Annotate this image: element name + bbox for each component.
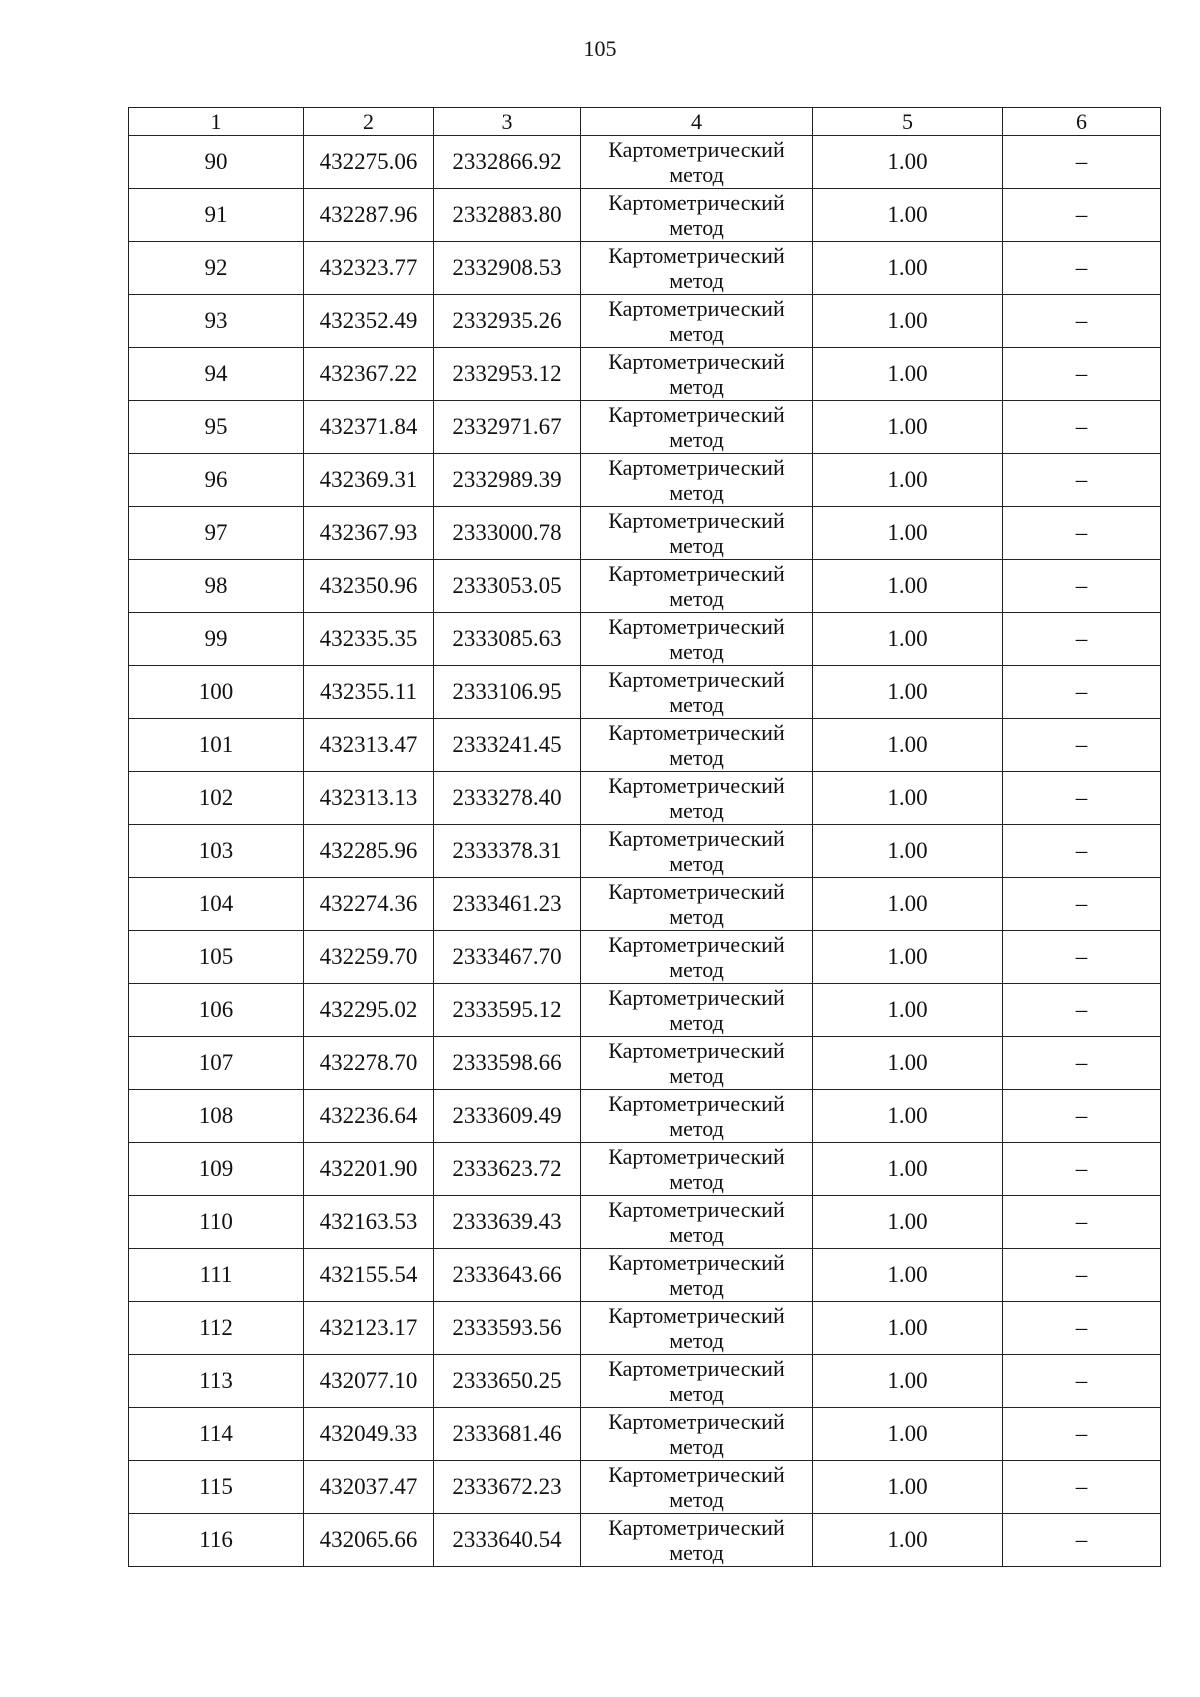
method-line-1: Картометрический [608,1409,785,1434]
table-row [129,136,1161,189]
method-line-1: Картометрический [608,1250,785,1275]
note-cell: – [1003,613,1161,666]
point-number-cell: 98 [129,560,304,613]
method-cell [581,348,813,401]
method-line-2: метод [669,957,724,982]
table-row [129,719,1161,772]
column-header-1: 1 [129,108,304,136]
y-coordinate-cell: 2332989.39 [434,454,581,507]
method-cell [581,401,813,454]
method-cell [581,1143,813,1196]
table-row [129,560,1161,613]
method-line-2: метод [669,639,724,664]
accuracy-cell: 1.00 [813,401,1003,454]
method-line-2: метод [669,1010,724,1035]
note-cell: – [1003,825,1161,878]
note-cell: – [1003,560,1161,613]
accuracy-cell: 1.00 [813,1461,1003,1514]
table-row [129,1196,1161,1249]
column-header-3: 3 [434,108,581,136]
coordinates-table-container [128,107,1160,1567]
x-coordinate-cell: 432285.96 [304,825,434,878]
table-row [129,825,1161,878]
method-line-1: Картометрический [608,508,785,533]
point-number-cell: 102 [129,772,304,825]
y-coordinate-cell: 2333106.95 [434,666,581,719]
x-coordinate-cell: 432287.96 [304,189,434,242]
point-number-cell: 94 [129,348,304,401]
method-line-2: метод [669,904,724,929]
y-coordinate-cell: 2332935.26 [434,295,581,348]
method-line-1: Картометрический [608,667,785,692]
table-row [129,666,1161,719]
table-row [129,401,1161,454]
accuracy-cell: 1.00 [813,1249,1003,1302]
accuracy-cell: 1.00 [813,454,1003,507]
method-line-2: метод [669,1222,724,1247]
accuracy-cell: 1.00 [813,1037,1003,1090]
table-row [129,242,1161,295]
x-coordinate-cell: 432065.66 [304,1514,434,1567]
header-row [129,108,1161,136]
x-coordinate-cell: 432236.64 [304,1090,434,1143]
method-line-2: метод [669,745,724,770]
method-line-1: Картометрический [608,1144,785,1169]
method-line-2: метод [669,533,724,558]
method-cell [581,878,813,931]
y-coordinate-cell: 2332883.80 [434,189,581,242]
point-number-cell: 112 [129,1302,304,1355]
method-line-1: Картометрический [608,1515,785,1540]
accuracy-cell: 1.00 [813,1514,1003,1567]
note-cell: – [1003,1514,1161,1567]
table-row [129,878,1161,931]
y-coordinate-cell: 2333278.40 [434,772,581,825]
note-cell: – [1003,719,1161,772]
y-coordinate-cell: 2333640.54 [434,1514,581,1567]
x-coordinate-cell: 432201.90 [304,1143,434,1196]
method-line-2: метод [669,321,724,346]
x-coordinate-cell: 432313.47 [304,719,434,772]
method-line-1: Картометрический [608,243,785,268]
method-cell [581,719,813,772]
x-coordinate-cell: 432371.84 [304,401,434,454]
point-number-cell: 91 [129,189,304,242]
method-cell [581,1302,813,1355]
x-coordinate-cell: 432163.53 [304,1196,434,1249]
method-line-1: Картометрический [608,826,785,851]
column-header-5: 5 [813,108,1003,136]
table-row [129,984,1161,1037]
accuracy-cell: 1.00 [813,189,1003,242]
y-coordinate-cell: 2333241.45 [434,719,581,772]
point-number-cell: 99 [129,613,304,666]
method-cell [581,136,813,189]
point-number-cell: 109 [129,1143,304,1196]
point-number-cell: 103 [129,825,304,878]
method-line-1: Картометрический [608,296,785,321]
note-cell: – [1003,772,1161,825]
method-cell [581,825,813,878]
method-line-1: Картометрический [608,561,785,586]
x-coordinate-cell: 432323.77 [304,242,434,295]
method-line-1: Картометрический [608,1091,785,1116]
method-cell [581,1249,813,1302]
method-line-1: Картометрический [608,879,785,904]
method-cell [581,1090,813,1143]
accuracy-cell: 1.00 [813,1355,1003,1408]
y-coordinate-cell: 2333650.25 [434,1355,581,1408]
note-cell: – [1003,1037,1161,1090]
method-cell [581,1461,813,1514]
y-coordinate-cell: 2332953.12 [434,348,581,401]
method-line-1: Картометрический [608,1356,785,1381]
method-line-2: метод [669,1063,724,1088]
table-row [129,1090,1161,1143]
method-cell [581,666,813,719]
y-coordinate-cell: 2333623.72 [434,1143,581,1196]
table-row [129,1514,1161,1567]
accuracy-cell: 1.00 [813,719,1003,772]
x-coordinate-cell: 432295.02 [304,984,434,1037]
method-line-2: метод [669,1275,724,1300]
accuracy-cell: 1.00 [813,984,1003,1037]
accuracy-cell: 1.00 [813,242,1003,295]
method-line-1: Картометрический [608,1303,785,1328]
point-number-cell: 114 [129,1408,304,1461]
note-cell: – [1003,1461,1161,1514]
method-line-1: Картометрический [608,137,785,162]
method-cell [581,189,813,242]
accuracy-cell: 1.00 [813,878,1003,931]
point-number-cell: 92 [129,242,304,295]
note-cell: – [1003,984,1161,1037]
table-body [129,136,1161,1567]
table-header [129,108,1161,136]
method-cell [581,1408,813,1461]
table-row [129,189,1161,242]
point-number-cell: 90 [129,136,304,189]
point-number-cell: 110 [129,1196,304,1249]
x-coordinate-cell: 432367.22 [304,348,434,401]
accuracy-cell: 1.00 [813,931,1003,984]
method-line-1: Картометрический [608,1038,785,1063]
x-coordinate-cell: 432077.10 [304,1355,434,1408]
x-coordinate-cell: 432352.49 [304,295,434,348]
x-coordinate-cell: 432313.13 [304,772,434,825]
point-number-cell: 100 [129,666,304,719]
point-number-cell: 95 [129,401,304,454]
y-coordinate-cell: 2333467.70 [434,931,581,984]
table-row [129,772,1161,825]
method-line-2: метод [669,268,724,293]
x-coordinate-cell: 432335.35 [304,613,434,666]
accuracy-cell: 1.00 [813,1408,1003,1461]
accuracy-cell: 1.00 [813,613,1003,666]
note-cell: – [1003,666,1161,719]
point-number-cell: 115 [129,1461,304,1514]
note-cell: – [1003,1302,1161,1355]
method-line-2: метод [669,798,724,823]
accuracy-cell: 1.00 [813,1196,1003,1249]
method-cell [581,931,813,984]
x-coordinate-cell: 432123.17 [304,1302,434,1355]
column-header-6: 6 [1003,108,1161,136]
note-cell: – [1003,189,1161,242]
method-line-1: Картометрический [608,190,785,215]
point-number-cell: 113 [129,1355,304,1408]
method-line-1: Картометрический [608,985,785,1010]
x-coordinate-cell: 432278.70 [304,1037,434,1090]
method-line-2: метод [669,586,724,611]
note-cell: – [1003,295,1161,348]
accuracy-cell: 1.00 [813,1143,1003,1196]
y-coordinate-cell: 2333643.66 [434,1249,581,1302]
method-cell [581,1196,813,1249]
table-row [129,1249,1161,1302]
accuracy-cell: 1.00 [813,348,1003,401]
accuracy-cell: 1.00 [813,295,1003,348]
x-coordinate-cell: 432367.93 [304,507,434,560]
table-row [129,931,1161,984]
method-line-2: метод [669,1434,724,1459]
accuracy-cell: 1.00 [813,1090,1003,1143]
table-row [129,454,1161,507]
note-cell: – [1003,1090,1161,1143]
column-header-4: 4 [581,108,813,136]
method-cell [581,454,813,507]
table-row [129,1355,1161,1408]
table-row [129,1408,1161,1461]
method-cell [581,1355,813,1408]
table-row [129,295,1161,348]
method-cell [581,507,813,560]
y-coordinate-cell: 2332908.53 [434,242,581,295]
note-cell: – [1003,1249,1161,1302]
coordinates-table [128,107,1161,1567]
method-line-1: Картометрический [608,455,785,480]
point-number-cell: 101 [129,719,304,772]
accuracy-cell: 1.00 [813,1302,1003,1355]
y-coordinate-cell: 2333053.05 [434,560,581,613]
y-coordinate-cell: 2333609.49 [434,1090,581,1143]
table-row [129,1037,1161,1090]
accuracy-cell: 1.00 [813,507,1003,560]
note-cell: – [1003,1408,1161,1461]
table-row [129,1143,1161,1196]
x-coordinate-cell: 432274.36 [304,878,434,931]
table-row [129,1302,1161,1355]
note-cell: – [1003,878,1161,931]
note-cell: – [1003,507,1161,560]
method-line-2: метод [669,215,724,240]
accuracy-cell: 1.00 [813,136,1003,189]
method-line-2: метод [669,1169,724,1194]
note-cell: – [1003,454,1161,507]
method-line-1: Картометрический [608,932,785,957]
method-line-1: Картометрический [608,614,785,639]
x-coordinate-cell: 432049.33 [304,1408,434,1461]
note-cell: – [1003,1143,1161,1196]
method-line-1: Картометрический [608,1197,785,1222]
method-line-1: Картометрический [608,773,785,798]
y-coordinate-cell: 2333593.56 [434,1302,581,1355]
point-number-cell: 111 [129,1249,304,1302]
x-coordinate-cell: 432355.11 [304,666,434,719]
x-coordinate-cell: 432275.06 [304,136,434,189]
table-row [129,613,1161,666]
x-coordinate-cell: 432350.96 [304,560,434,613]
note-cell: – [1003,348,1161,401]
point-number-cell: 96 [129,454,304,507]
point-number-cell: 108 [129,1090,304,1143]
point-number-cell: 105 [129,931,304,984]
method-line-2: метод [669,1487,724,1512]
page-number: 105 [583,36,617,61]
method-cell [581,1037,813,1090]
method-line-2: метод [669,1381,724,1406]
note-cell: – [1003,242,1161,295]
method-line-2: метод [669,1328,724,1353]
method-line-1: Картометрический [608,720,785,745]
x-coordinate-cell: 432155.54 [304,1249,434,1302]
y-coordinate-cell: 2333378.31 [434,825,581,878]
accuracy-cell: 1.00 [813,666,1003,719]
method-line-2: метод [669,162,724,187]
note-cell: – [1003,401,1161,454]
accuracy-cell: 1.00 [813,772,1003,825]
note-cell: – [1003,1196,1161,1249]
point-number-cell: 104 [129,878,304,931]
method-cell [581,984,813,1037]
x-coordinate-cell: 432369.31 [304,454,434,507]
accuracy-cell: 1.00 [813,560,1003,613]
method-cell [581,772,813,825]
accuracy-cell: 1.00 [813,825,1003,878]
method-line-2: метод [669,374,724,399]
note-cell: – [1003,1355,1161,1408]
table-row [129,507,1161,560]
y-coordinate-cell: 2333000.78 [434,507,581,560]
table-row [129,1461,1161,1514]
y-coordinate-cell: 2333461.23 [434,878,581,931]
x-coordinate-cell: 432037.47 [304,1461,434,1514]
y-coordinate-cell: 2333672.23 [434,1461,581,1514]
point-number-cell: 97 [129,507,304,560]
y-coordinate-cell: 2333085.63 [434,613,581,666]
method-line-2: метод [669,692,724,717]
y-coordinate-cell: 2333681.46 [434,1408,581,1461]
point-number-cell: 116 [129,1514,304,1567]
y-coordinate-cell: 2333639.43 [434,1196,581,1249]
method-line-2: метод [669,480,724,505]
method-cell [581,613,813,666]
y-coordinate-cell: 2333598.66 [434,1037,581,1090]
y-coordinate-cell: 2332971.67 [434,401,581,454]
x-coordinate-cell: 432259.70 [304,931,434,984]
method-line-2: метод [669,1116,724,1141]
point-number-cell: 107 [129,1037,304,1090]
point-number-cell: 93 [129,295,304,348]
method-line-2: метод [669,427,724,452]
y-coordinate-cell: 2332866.92 [434,136,581,189]
point-number-cell: 106 [129,984,304,1037]
method-line-2: метод [669,1540,724,1565]
note-cell: – [1003,931,1161,984]
method-cell [581,242,813,295]
y-coordinate-cell: 2333595.12 [434,984,581,1037]
method-line-1: Картометрический [608,402,785,427]
table-row [129,348,1161,401]
method-line-2: метод [669,851,724,876]
method-cell [581,560,813,613]
method-cell [581,1514,813,1567]
column-header-2: 2 [304,108,434,136]
note-cell: – [1003,136,1161,189]
method-cell [581,295,813,348]
method-line-1: Картометрический [608,1462,785,1487]
method-line-1: Картометрический [608,349,785,374]
